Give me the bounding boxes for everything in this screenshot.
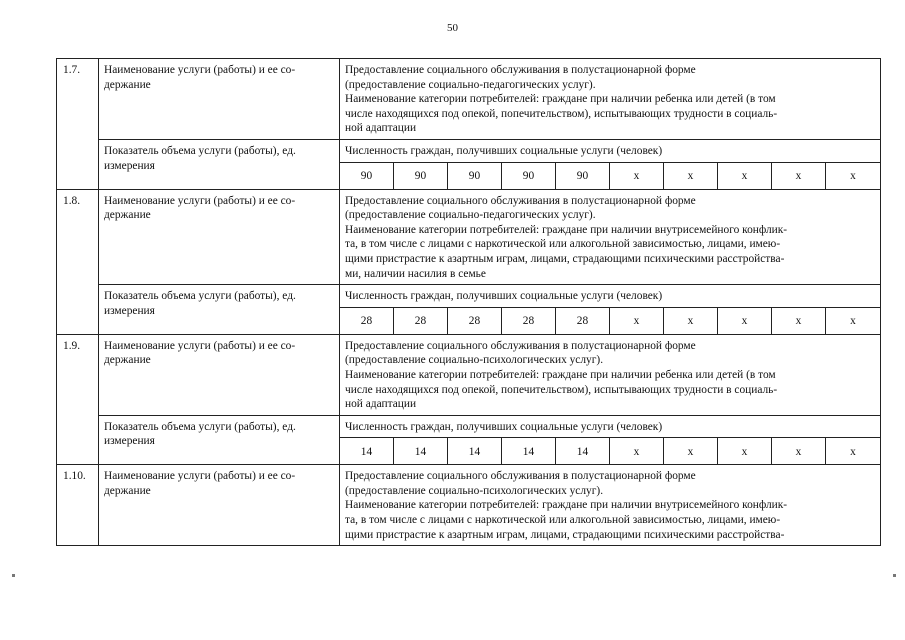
- volume-value-cell: x: [826, 438, 881, 465]
- volume-title: Численность граждан, получивших социальные услуги (человек): [340, 415, 881, 438]
- volume-title: Численность граждан, получивших социальные услуги (человек): [340, 285, 881, 308]
- volume-value-cell: x: [826, 162, 881, 189]
- volume-value-cell: x: [772, 438, 826, 465]
- volume-value-cell: x: [772, 162, 826, 189]
- volume-value-cell: x: [718, 307, 772, 334]
- item-number: 1.10.: [57, 465, 99, 546]
- volume-value-cell: 28: [556, 307, 610, 334]
- volume-value-cell: x: [718, 438, 772, 465]
- volume-value-cell: 28: [448, 307, 502, 334]
- description-line: Предоставление социального обслуживания в полустационарной форме: [345, 64, 696, 76]
- page-number: 50: [447, 22, 458, 34]
- description-line: (предоставление социально-педагогических услуг).: [345, 209, 596, 222]
- description-line: ми, наличии насилия в семье: [345, 267, 486, 280]
- volume-value-cell: x: [610, 307, 664, 334]
- scan-mark-left: [12, 574, 15, 577]
- volume-value-cell: 90: [502, 162, 556, 189]
- volume-value-cell: x: [610, 438, 664, 465]
- description-line: (предоставление социально-психологических услуг).: [345, 484, 604, 497]
- description-line: (предоставление социально-педагогических услуг).: [345, 78, 596, 91]
- volume-value-cell: x: [664, 438, 718, 465]
- volume-value-cell: 28: [340, 307, 394, 334]
- volume-value-cell: x: [826, 307, 881, 334]
- description-line: Наименование категории потребителей: граждане при наличии ребенка или детей (в том: [345, 93, 776, 106]
- description-line: Наименование категории потребителей: граждане при наличии ребенка или детей (в том: [345, 368, 776, 381]
- service-description: [340, 465, 881, 546]
- service-row: [57, 334, 881, 415]
- service-row: [57, 465, 881, 546]
- volume-value-cell: 90: [448, 162, 502, 189]
- volume-value-cell: 14: [394, 438, 448, 465]
- volume-indicator-label: Показатель объема услуги (работы), ед. измерения: [99, 139, 340, 189]
- item-number: 1.7.: [57, 59, 99, 190]
- service-description: [340, 334, 881, 415]
- service-description: [340, 189, 881, 285]
- volume-value-cell: x: [772, 307, 826, 334]
- description-line: Наименование категории потребителей: граждане при наличии внутрисемейного конфлик-: [345, 223, 788, 236]
- description-line: Предоставление социального обслуживания в полустационарной форме: [345, 194, 696, 207]
- description-line: Наименование категории потребителей: граждане при наличии внутрисемейного конфлик-: [345, 499, 788, 512]
- volume-value-cell: 14: [448, 438, 502, 465]
- description-line: щими пристрастие к азартным играм, лицами, страдающими психическими расстройства-: [345, 528, 785, 541]
- description-line: Предоставление социального обслуживания в полустационарной форме: [345, 470, 696, 483]
- service-row: [57, 59, 881, 140]
- service-name-label: Наименование услуги (работы) и ее со- держание: [99, 189, 340, 285]
- service-description: [340, 59, 881, 140]
- description-line: щими пристрастие к азартным играм, лицами, страдающими психическими расстройства-: [345, 252, 785, 265]
- volume-value-cell: 90: [394, 162, 448, 189]
- description-line: ной адаптации: [345, 398, 417, 411]
- volume-row: [57, 285, 881, 308]
- item-number: 1.8.: [57, 189, 99, 334]
- scan-mark-right: [893, 574, 896, 577]
- volume-title: Численность граждан, получивших социальные услуги (человек): [340, 139, 881, 162]
- service-row: [57, 189, 881, 285]
- service-table: [56, 58, 881, 546]
- volume-value-cell: x: [664, 162, 718, 189]
- description-line: ной адаптации: [345, 122, 417, 135]
- volume-value-cell: x: [610, 162, 664, 189]
- volume-row: [57, 139, 881, 162]
- service-name-label: Наименование услуги (работы) и ее со- держание: [99, 334, 340, 415]
- description-line: та, в том числе с лицами с наркотической или алкогольной зависимостью, лицами, имею-: [345, 514, 781, 527]
- item-number: 1.9.: [57, 334, 99, 465]
- description-line: (предоставление социально-психологических услуг).: [345, 354, 604, 367]
- service-name-label: Наименование услуги (работы) и ее со- держание: [99, 59, 340, 140]
- volume-value-cell: 14: [556, 438, 610, 465]
- volume-value-cell: x: [664, 307, 718, 334]
- description-line: числе находящихся под опекой, попечительством), испытывающих трудности в социаль-: [345, 107, 778, 120]
- volume-value-cell: 90: [556, 162, 610, 189]
- volume-indicator-label: Показатель объема услуги (работы), ед. измерения: [99, 285, 340, 335]
- volume-value-cell: x: [718, 162, 772, 189]
- service-name-label: Наименование услуги (работы) и ее со- держание: [99, 465, 340, 546]
- volume-value-cell: 28: [394, 307, 448, 334]
- description-line: числе находящихся под опекой, попечительством), испытывающих трудности в социаль-: [345, 383, 778, 396]
- volume-value-cell: 14: [340, 438, 394, 465]
- description-line: та, в том числе с лицами с наркотической или алкогольной зависимостью, лицами, имею-: [345, 238, 781, 251]
- volume-row: [57, 415, 881, 438]
- volume-value-cell: 90: [340, 162, 394, 189]
- description-line: Предоставление социального обслуживания в полустационарной форме: [345, 339, 696, 352]
- volume-value-cell: 14: [502, 438, 556, 465]
- volume-value-cell: 28: [502, 307, 556, 334]
- volume-indicator-label: Показатель объема услуги (работы), ед. измерения: [99, 415, 340, 465]
